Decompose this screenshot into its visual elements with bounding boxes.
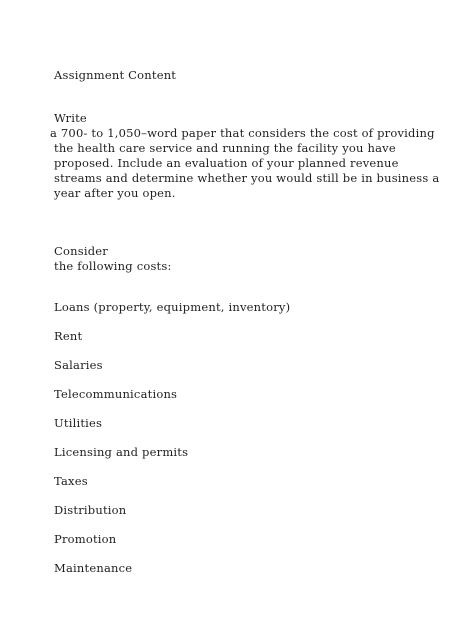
cost-item: Rent: [54, 329, 83, 343]
cost-item: Loans (property, equipment, inventory): [54, 300, 291, 314]
paragraph-line: a 700- to 1,050–word paper that considers the cost of providing: [50, 126, 435, 140]
cost-item: Utilities: [54, 416, 103, 430]
cost-item: Maintenance: [54, 561, 133, 575]
paragraph-line: Consider: [54, 244, 108, 258]
paragraph-line: proposed. Include an evaluation of your planned revenue: [54, 156, 399, 170]
cost-item: Telecommunications: [54, 387, 178, 401]
paragraph-line: Write: [54, 111, 87, 125]
paragraph-line: year after you open.: [54, 186, 176, 200]
paragraph-line: the health care service and running the facility you have: [54, 141, 396, 155]
paragraph-line: the following costs:: [54, 259, 172, 273]
cost-item: Taxes: [54, 474, 88, 488]
cost-item: Promotion: [54, 532, 117, 546]
cost-item: Licensing and permits: [54, 445, 189, 459]
cost-item: Salaries: [54, 358, 103, 372]
cost-item: Distribution: [54, 503, 127, 517]
heading: Assignment Content: [54, 68, 177, 82]
paragraph-line: streams and determine whether you would still be in business a: [54, 171, 440, 185]
